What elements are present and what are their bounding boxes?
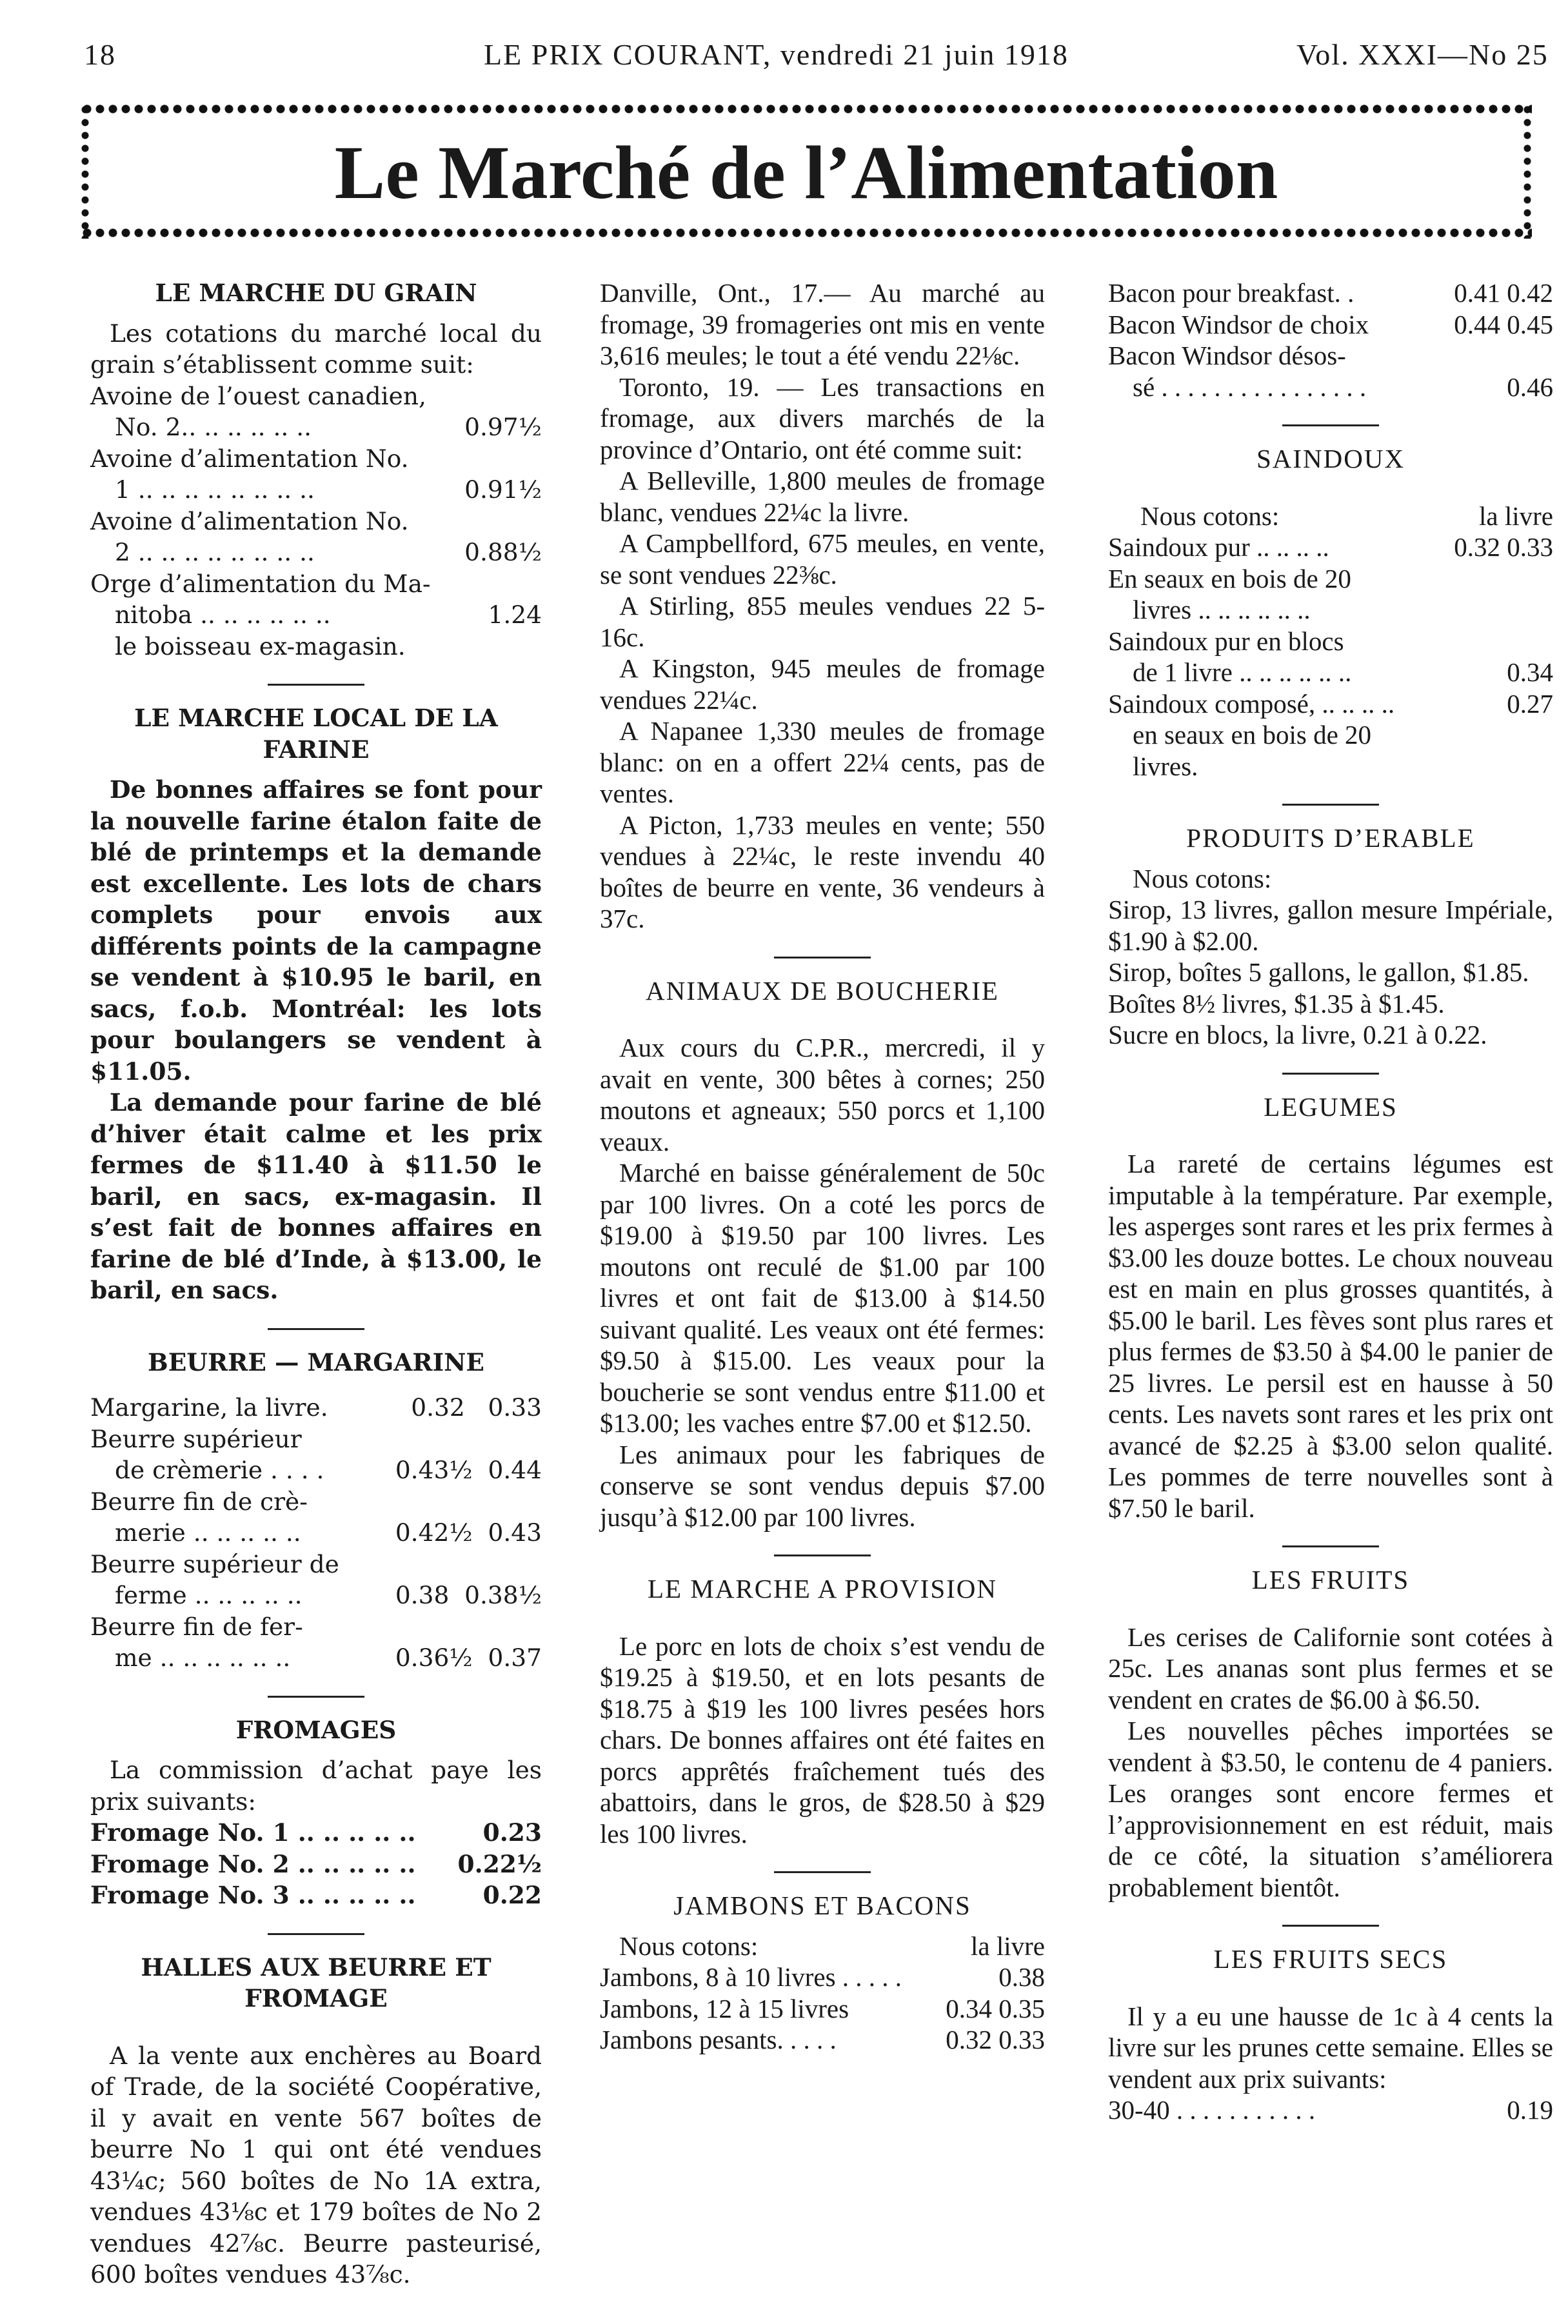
farine-paragraph-2: La demande pour farine de blé d’hiver était calme et les prix fermes de $11.40 à $11.50 le baril, en sacs, ex-magasin. Il s’est fait de bonnes affaires en farine de blé d’Inde, à $13.00, le baril, en sacs. <box>90 1088 542 1304</box>
fromage-row: Fromage No. 2 .. .. .. .. .. 0.22½ <box>90 1849 542 1878</box>
fromage-row: Fromage No. 1 .. .. .. .. .. 0.23 <box>90 1818 542 1847</box>
erable-item: Sirop, boîtes 5 gallons, le gallon, $1.85. <box>1108 957 1529 987</box>
picton-paragraph: A Picton, 1,733 meules en vente; 550 vendues à 22¼c, le reste invendu 40 boîtes de beurre en vente, 36 vendeurs à 37c. <box>600 809 1045 933</box>
erable-item: Sucre en blocs, la livre, 0.21 à 0.22. <box>1108 1020 1487 1049</box>
volume-number: Vol. XXXI—No 25 <box>1296 38 1549 71</box>
divider <box>1282 804 1379 806</box>
grain-list <box>90 381 542 631</box>
animaux-paragraph-1: Aux cours du C.P.R., mercredi, il y avait en vente, 300 bêtes à cornes; 250 moutons et agneaux; 550 porcs et 1,100 veaux. <box>600 1033 1045 1157</box>
beurre-row: Beurre supérieur de ferme .. .. .. .. .. 0.38 0.38½ <box>90 1549 542 1609</box>
page-number: 18 <box>84 38 116 71</box>
provision-paragraph: Le porc en lots de choix s’est vendu de $19.25 à $19.50, et en lots pesants de $18.75 à $19 les 100 livres pesées hors chars. De bonnes affaires ont été faites en porcs apprêtés fraîchement tués des abattoirs, dans le gros, de $28.50 à $29 les 100 livres. <box>600 1631 1045 1849</box>
halles-paragraph: A la vente aux enchères au Board of Trade, de la société Coopérative, il y avait en vente 567 boîtes de beurre No 1 qui ont été vendues 43¼c; 560 boîtes de No 1A extra, vendues 43⅛c et 179 boîtes de No 2 vendues 42⅞c. Beurre pasteurisé, 600 boîtes vendues 43⅞c. <box>90 2041 542 2289</box>
saindoux-heading: SAINDOUX <box>1256 444 1405 473</box>
bacon-row: Bacon pour breakfast. . 0.41 0.42 <box>1108 278 1553 308</box>
animaux-paragraph-2: Marché en baisse généralement de 50c par 100 livres. On a coté les porcs de $19.00 à $19.50 par 100 livres. Les moutons ont reculé de $1.00 par 100 livres et ont fait de $13.00 à $14.50 suivant qualité. Les veaux ont été fermes: $9.50 à $15.00. Les veaux pour la boucherie se sont vendus entre $11.00 et $13.00; les vaches entre $7.00 et $12.50. <box>600 1158 1045 1438</box>
grain-row: Avoine de l’ouest canadien, No. 2.. .. .. .. .. .. 0.97½ <box>90 381 542 441</box>
saindoux-row: Saindoux composé, .. .. .. .. 0.27 <box>1108 688 1553 719</box>
saindoux-row: de 1 livre .. .. .. .. .. .. 0.34 <box>1133 657 1553 687</box>
saindoux-row: Saindoux pur en blocs <box>1108 626 1344 656</box>
belleville-paragraph: A Belleville, 1,800 meules de fromage blanc, vendues 22¼c la livre. <box>600 466 1045 527</box>
fromage-row: Fromage No. 3 .. .. .. .. .. 0.22 <box>90 1881 542 1909</box>
grain-heading: LE MARCHE DU GRAIN <box>155 279 477 307</box>
farine-paragraph-1: De bonnes affaires se font pour la nouvelle farine étalon faite de blé de printemps et la demande est excellente. Les lots de chars complets pour envois aux différents points de la campagne se vendent à $10.95 le baril, en sacs, f.o.b. Montréal: les lots pour boulangers se vendent à $11.05. <box>90 775 542 1086</box>
legumes-paragraph: La rareté de certains légumes est imputable à la température. Par exemple, les asperges sont rares et les prix fermes à $3.00 les douze bottes. Le choux nouveau est en main en plus grosses quantités, à $5.00 le baril. Les fèves sont plus rares et plus fermes de $3.50 à $4.00 le panier de 25 livres. Le persil est en hausse à 50 cents. Les navets sont rares et les prix ont avancé de $2.25 à $3.00 selon qualité. Les pommes de terre nouvelles sont à $7.50 le baril. <box>1108 1149 1553 1523</box>
erable-intro: Nous cotons: <box>1133 863 1272 893</box>
stirling-paragraph: A Stirling, 855 meules vendues 22 5-16c. <box>600 591 1045 652</box>
animaux-paragraph-3: Les animaux pour les fabriques de conserve se sont vendus depuis $7.00 jusqu’à $12.00 par 100 livres. <box>600 1439 1045 1532</box>
animaux-heading: ANIMAUX DE BOUCHERIE <box>646 975 999 1006</box>
beurre-row: Beurre supérieur de crèmerie . . . . 0.43½ 0.44 <box>90 1424 542 1484</box>
jambon-row: Jambons pesants. . . . . 0.32 0.33 <box>600 2025 1045 2054</box>
jambons-intro-row: Nous cotons: la livre <box>619 1931 1045 1961</box>
fromages-intro: La commission d’achat paye les prix suivants: <box>90 1756 542 1816</box>
campbellford-paragraph: A Campbellford, 675 meules, en vente, se sont vendues 22⅜c. <box>600 528 1045 590</box>
column-1 <box>90 277 542 2290</box>
fruits-secs-heading: LES FRUITS SECS <box>1213 1944 1448 1974</box>
fromages-heading: FROMAGES <box>235 1715 397 1744</box>
section-banner <box>81 103 1532 239</box>
saindoux-row: livres .. .. .. .. .. .. <box>1133 595 1311 624</box>
fruits-secs-paragraph: Il y a eu une hausse de 1c à 4 cents la livre sur les prunes cette semaine. Elles se vendent aux prix suivants: <box>1108 2001 1553 2094</box>
column-3 <box>1108 277 1553 2126</box>
halles-heading: HALLES AUX BEURRE ET FROMAGE <box>141 1952 491 2012</box>
saindoux-row: livres. <box>1133 751 1198 781</box>
kingston-paragraph: A Kingston, 945 meules de fromage vendues 22¼c. <box>600 653 1045 715</box>
beurre-row: Margarine, la livre. 0.32 0.33 <box>90 1393 542 1422</box>
divider <box>1282 1073 1379 1075</box>
toronto-paragraph: Toronto, 19. — Les transactions en fromage, aux divers marchés de la province d’Ontario, ont été comme suit: <box>600 372 1045 464</box>
banner-border-top <box>81 103 1532 115</box>
beurre-row: Beurre fin de crè- merie .. .. .. .. .. 0.42½ 0.43 <box>90 1487 542 1547</box>
grain-intro: Les cotations du marché local du grain s’établissent comme suit: <box>90 319 542 379</box>
fruits-paragraph-2: Les nouvelles pêches importées se vendent à $3.50, le contenu de 4 paniers. Les oranges sont encore fermes et l’approvisionnement en est réduit, mais de ce côté, la situation s’améliorera probablement bientôt. <box>1108 1716 1553 1902</box>
column-2 <box>600 277 1045 2056</box>
divider <box>268 684 364 686</box>
beurre-row: Beurre fin de fer- me .. .. .. .. .. .. 0.36½ 0.37 <box>90 1612 542 1672</box>
bacon-row: Bacon Windsor de choix 0.44 0.45 <box>1108 309 1553 339</box>
divider <box>268 1933 364 1935</box>
danville-paragraph: Danville, Ont., 17.— Au marché au fromage, 39 fromageries ont mis en vente 3,616 meules; le tout a été vendu 22⅛c. <box>600 278 1045 370</box>
legumes-heading: LEGUMES <box>1264 1091 1398 1122</box>
beurre-list <box>90 1392 542 1674</box>
erable-heading: PRODUITS D’ERABLE <box>1186 823 1475 853</box>
erable-item: Sirop, 13 livres, gallon mesure Impériale, $1.90 à $2.00. <box>1108 895 1553 956</box>
journal-title: LE PRIX COURANT, vendredi 21 juin 1918 <box>484 38 1069 71</box>
bacon-row: sé . . . . . . . . . . . . . . . . 0.46 <box>1133 372 1553 402</box>
saindoux-intro-row: Nous cotons: la livre <box>1140 501 1553 531</box>
banner-border-bottom <box>81 227 1532 239</box>
divider <box>774 957 871 958</box>
provision-heading: LE MARCHE A PROVISION <box>647 1574 998 1604</box>
napanee-paragraph: A Napanee 1,330 meules de fromage blanc: on en a offert 22¼ cents, pas de ventes. <box>600 716 1045 808</box>
divider <box>1282 424 1379 426</box>
divider <box>774 1554 871 1556</box>
saindoux-row: En seaux en bois de 20 <box>1108 563 1351 593</box>
saindoux-row: en seaux en bois de 20 <box>1133 720 1372 750</box>
grain-row: Orge d’alimentation du Ma- nitoba .. .. .. .. .. .. 1.24 <box>90 569 542 629</box>
erable-item: Boîtes 8½ livres, $1.35 à $1.45. <box>1108 988 1445 1018</box>
farine-heading: LE MARCHE LOCAL DE LA FARINE <box>134 704 498 764</box>
jambon-row: Jambons, 12 à 15 livres 0.34 0.35 <box>600 1993 1045 2023</box>
saindoux-row: Saindoux pur .. .. .. .. 0.32 0.33 <box>1108 532 1553 562</box>
jambon-row: Jambons, 8 à 10 livres . . . . . 0.38 <box>600 1962 1045 1992</box>
fruits-secs-row: 30-40 . . . . . . . . . . . 0.19 <box>1108 2095 1553 2125</box>
divider <box>1282 1925 1379 1927</box>
section-title: Le Marché de l’Alimentation <box>334 130 1278 215</box>
divider <box>268 1696 364 1698</box>
grain-row: Avoine d’alimentation No. 2 .. .. .. .. .. .. .. .. 0.88½ <box>90 506 542 566</box>
jambons-heading: JAMBONS ET BACONS <box>673 1891 971 1920</box>
grain-note: le boisseau ex-magasin. <box>115 631 406 660</box>
fruits-heading: LES FRUITS <box>1251 1565 1410 1594</box>
page-header <box>0 37 1568 76</box>
beurre-heading: BEURRE — MARGARINE <box>148 1347 484 1376</box>
bacon-row: Bacon Windsor désos- <box>1108 341 1346 370</box>
fruits-paragraph-1: Les cerises de Californie sont cotées à 25c. Les ananas sont plus fermes et se vendent en crates de $6.00 à $6.50. <box>1108 1622 1553 1714</box>
grain-row: Avoine d’alimentation No. 1 .. .. .. .. .. .. .. .. 0.91½ <box>90 444 542 504</box>
divider <box>774 1871 871 1873</box>
divider <box>1282 1545 1379 1547</box>
divider <box>268 1328 364 1330</box>
